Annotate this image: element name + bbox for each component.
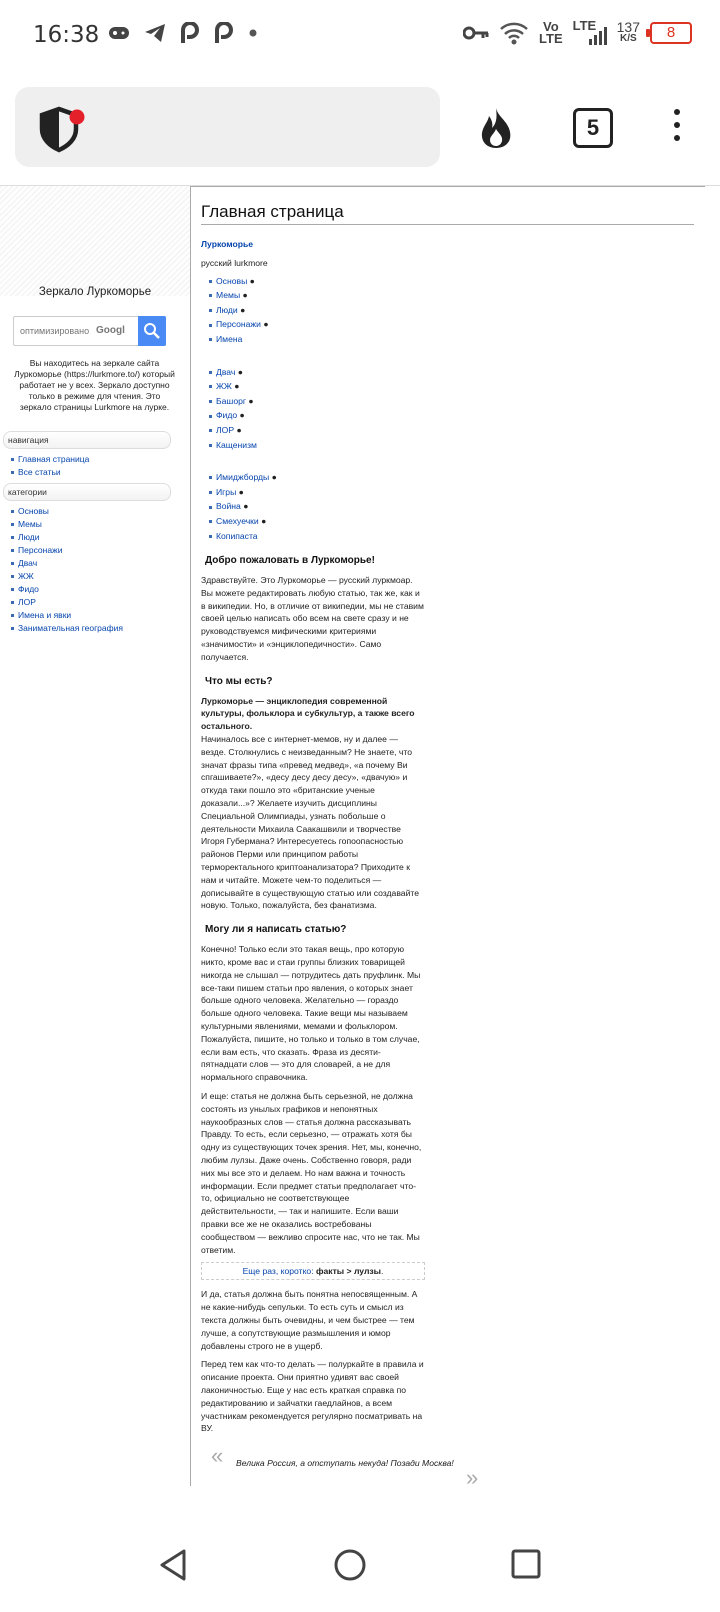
mirror-notice: Вы находитесь на зеркале сайта Луркоморье (https://lurkmore.to/) который работает не у всех. Зеркало доступно только в режиме для чтения. Это зеркало страницы Lurkmore на лурке.: [14, 358, 175, 412]
p-app-icon: [180, 22, 200, 44]
subtitle: русский lurkmore: [201, 257, 268, 268]
quote-text: Велика Россия, а отступать некуда! Позади Москва!: [236, 1458, 454, 1469]
separator: ●: [234, 424, 242, 435]
navigation-heading: навигация: [3, 431, 171, 449]
separator: ●: [237, 304, 246, 315]
page-title: Главная страница: [201, 202, 694, 225]
portal-link[interactable]: Кащенизм: [216, 439, 257, 450]
categories-list: [3, 501, 171, 635]
portal-item: [209, 470, 695, 485]
portal-link[interactable]: Фидо: [216, 410, 238, 421]
clock: 16:38: [33, 22, 100, 48]
back-icon[interactable]: [158, 1548, 188, 1582]
section-what-text: Начиналось все с интернет-мемов, ну и далее — везде. Столкнулись с неизведанным? Не знаете, что значат фразы типа «превед медвед», «а почему Ви спгашиваете?», «десу десу десу десу», «двачую» и откуда таки пошло это «британские ученые доказали...»? Желаете изучить дисциплины Специальной Олимпиады, узнать побольше о деятельности Михаила Саакашвили и творчестве Игоря Губермана? Интересуетесь гопоопасностью районов Перми или принципом работы терморектального криптоанализатора? Приходите к нам и читайте. Можете чем-то поделиться — дописывайте в существующую статью или создавайте новую. Только, пожалуйста, без фанатизма.: [201, 734, 419, 911]
category-item: [11, 570, 171, 583]
portal-item: [209, 423, 695, 438]
portal-item: [209, 514, 695, 529]
portal-link[interactable]: Копипаста: [216, 530, 258, 541]
category-link[interactable]: Занимательная география: [18, 623, 123, 633]
section-write-heading: Могу ли я написать статью?: [205, 924, 347, 936]
category-link[interactable]: Имена и явки: [18, 610, 72, 620]
nav-item: [11, 453, 171, 466]
nav-link[interactable]: Все статьи: [18, 467, 61, 477]
portal-item: [209, 317, 695, 332]
portal-link[interactable]: ЖЖ: [216, 381, 232, 392]
portal-item: [209, 485, 695, 500]
category-link[interactable]: Мемы: [18, 519, 42, 529]
separator: ●: [260, 319, 269, 330]
quote-open-mark: «: [211, 1443, 224, 1469]
section-write-text-2: И еще: статья не должна быть серьезной, не должна состоять из унылых графиков и непонятных наукообразных слов — статья должна рассказывать Правду. То есть, если серьезно, — отражать хотя бы одну из существующих точек зрения. Нет, мы, конечно, любим лулзы. Даже очень. Собственно говоря, ради них мы все это и делаем. Но нам важна и точность информации. Если предмет статьи предполагает что-то, официально не соответствующее действительности, — так и напишите. Если ваши правки все же не оказались востребованы сообществом — вежливо спросите нас, что не так. Мы ответим.: [201, 1090, 422, 1255]
summary-box: Еще раз, коротко: факты > лулзы.: [201, 1262, 425, 1280]
category-link[interactable]: Фидо: [18, 584, 39, 594]
google-search-box[interactable]: [13, 316, 166, 346]
portal-link[interactable]: ЛОР: [216, 424, 235, 435]
section-what-lead: Луркоморье — энциклопедия современной культуры, фольклора и субкультур, а также всего остального.: [201, 695, 415, 732]
signal-icon: [587, 27, 607, 45]
portal-list-1: [201, 274, 695, 347]
portal-link[interactable]: Башорг: [216, 395, 247, 406]
quote-close-mark: »: [466, 1465, 479, 1491]
category-item: [11, 596, 171, 609]
categories-portlet: [3, 483, 171, 635]
navigation-list: [3, 449, 171, 479]
portal-link[interactable]: Двач: [216, 366, 236, 377]
separator: ●: [235, 366, 243, 377]
key-icon: [463, 25, 489, 41]
category-item: [11, 622, 171, 635]
portal-item: [209, 365, 695, 380]
quote-block: [211, 1443, 496, 1491]
gamepad-icon: [108, 25, 130, 41]
summary-link[interactable]: Еще раз, коротко:: [242, 1266, 314, 1277]
wifi-icon: [499, 21, 529, 45]
dot-icon: [248, 28, 258, 38]
shield-icon[interactable]: [37, 105, 87, 155]
category-item: [11, 518, 171, 531]
status-bar: [0, 0, 720, 75]
category-link[interactable]: Люди: [18, 532, 40, 542]
section-write-text-1: Конечно! Только если это такая вещь, про которую никто, кроме вас и стаи группы близких товарищей никогда не слышал — потрудитесь дать пруфлинк. Мы все-таки пишем статьи про явления, о которых знает больше одного человека. Желательно — гораздо больше одного человека. Такие вещи мы называем культурными явлениями, мемами и фольклором. Пожалуйста, пишите, но только и только в том случае, если вам есть, что сказать. Фраза из десяти-пятнадцати слов — это для словарей, а не для нормального справочника.: [201, 944, 421, 1083]
category-item: [11, 609, 171, 622]
search-button[interactable]: [138, 316, 166, 346]
separator: ●: [237, 410, 245, 421]
section-write-text-4: Перед тем как что-то делать — полуркайте в правила и описание проекта. Они приятно удивят вас своей лаконичностью. Еще у нас есть краткая справка по редактированию и зайчатки гаедлайнов, а всем участникам рекомендуется регулярно посматривать на ВУ.: [201, 1359, 424, 1434]
portal-list-2: [201, 365, 695, 453]
summary-bold: факты > лулзы: [316, 1266, 382, 1277]
separator: ●: [247, 275, 255, 286]
portal-link[interactable]: Основы: [216, 275, 248, 286]
nav-item: [11, 466, 171, 479]
portal-link[interactable]: Персонажи: [216, 319, 261, 330]
category-link[interactable]: Персонажи: [18, 545, 63, 555]
main-article: [190, 186, 705, 1491]
separator: ●: [231, 381, 240, 392]
category-item: [11, 531, 171, 544]
telegram-icon: [144, 23, 166, 43]
p-app-icon-2: [214, 22, 234, 44]
separator: ●: [240, 290, 248, 301]
separator: ●: [236, 486, 244, 497]
address-bar[interactable]: [15, 87, 440, 167]
portal-item: [209, 274, 695, 289]
category-link[interactable]: Основы: [18, 506, 49, 516]
portal-link[interactable]: Игры: [216, 486, 237, 497]
section-write-text-3: И да, статья должна быть понятна непосвященным. А не какие-нибудь сепульки. То есть суть и смысл из текста должны быть очевидны, и чем быстрее — тем лучше, а сопутствующие размышления и юмор добавлены строго не в ущерб.: [201, 1289, 418, 1351]
navigation-portlet: [3, 431, 171, 479]
portal-item: [209, 529, 695, 544]
logo-area: [0, 186, 190, 296]
category-link[interactable]: ЛОР: [18, 597, 36, 607]
section-welcome-text: Здравствуйте. Это Луркоморье — русский луркмоар. Вы можете редактировать любую статью, так же, как и в википедии. Но, в отличие от википедии, мы не ставим своей целью написать обо всем на свете сразу и не руководствуемся мифическими критериями «значимости» и «энциклопедичности». Само получается.: [201, 575, 424, 662]
lte-indicator: LTE: [572, 18, 597, 33]
portal-item: [209, 408, 695, 423]
portal-item: [209, 379, 695, 394]
web-content: [0, 185, 720, 1520]
tab-count-button[interactable]: 5: [573, 108, 613, 148]
nav-link[interactable]: Главная страница: [18, 454, 90, 464]
portal-item: [209, 394, 695, 409]
section-welcome-heading: Добро пожаловать в Луркоморье!: [205, 555, 375, 567]
portal-list-3: [201, 470, 695, 543]
browser-toolbar: [0, 75, 720, 185]
portal-link[interactable]: Имиджборды: [216, 472, 270, 483]
recents-icon[interactable]: [510, 1548, 542, 1580]
portal-item: [209, 332, 695, 347]
section-what-heading: Что мы есть?: [205, 675, 273, 687]
category-item: [11, 505, 171, 518]
portal-link[interactable]: Имена: [216, 333, 243, 344]
separator: ●: [246, 395, 254, 406]
separator: ●: [258, 515, 267, 526]
category-item: [11, 583, 171, 596]
battery-indicator: 8: [650, 22, 692, 44]
portal-item: [209, 303, 695, 318]
google-brand: Googl: [96, 325, 125, 336]
fire-icon[interactable]: [478, 107, 514, 149]
portal-link[interactable]: Смехуечки: [216, 515, 259, 526]
category-item: [11, 557, 171, 570]
category-item: [11, 544, 171, 557]
category-link[interactable]: ЖЖ: [18, 571, 34, 581]
separator: ●: [240, 501, 249, 512]
overflow-menu-icon[interactable]: [674, 109, 680, 148]
portal-link[interactable]: Война: [216, 501, 241, 512]
volte-indicator: Vo LTE: [539, 19, 563, 46]
system-nav-bar: [0, 1520, 720, 1612]
separator: ●: [269, 472, 277, 483]
category-link[interactable]: Двач: [18, 558, 38, 568]
categories-heading: категории: [3, 483, 171, 501]
portal-item: [209, 499, 695, 514]
home-icon[interactable]: [333, 1548, 367, 1582]
search-icon: [138, 316, 166, 346]
logo-link[interactable]: Луркоморье: [201, 239, 254, 249]
mirror-title: Зеркало Луркоморье: [38, 286, 152, 298]
portal-link[interactable]: Мемы: [216, 290, 241, 301]
portal-item: [209, 288, 695, 303]
network-speed: 137 K/S: [616, 19, 640, 44]
portal-link[interactable]: Люди: [216, 304, 238, 315]
portal-item: [209, 438, 695, 453]
